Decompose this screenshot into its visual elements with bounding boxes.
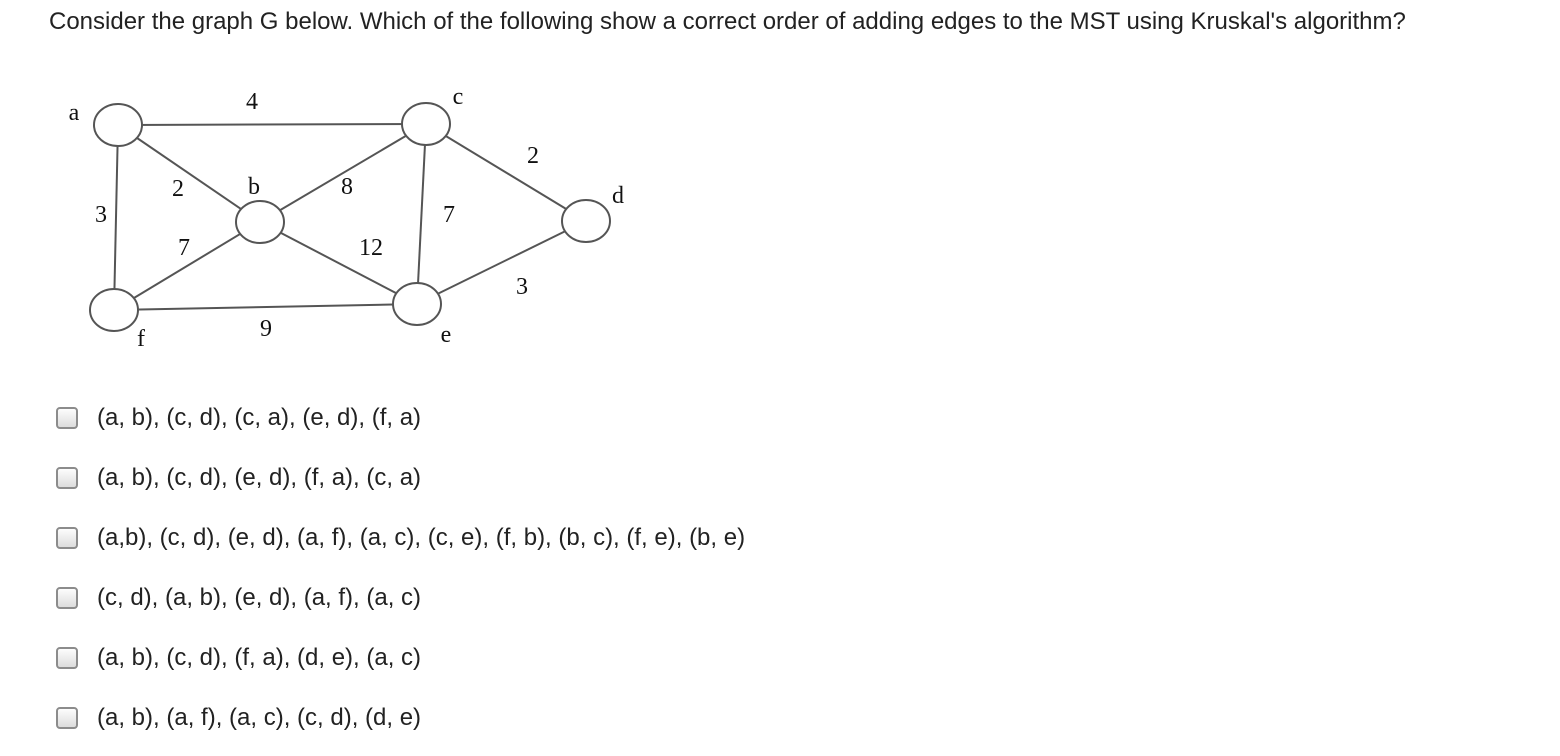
answer-option-label: (a, b), (c, d), (e, d), (f, a), (c, a) [97,464,422,491]
edge-weight-c-e: 7 [443,202,455,228]
answer-option-label: (a,b), (c, d), (e, d), (a, f), (a, c), (c, e), (f, b), (b, c), (f, e), (b, e) [97,524,746,551]
answer-option-6[interactable] [56,701,421,735]
answer-option-label: (a, b), (c, d), (f, a), (d, e), (a, c) [97,644,422,671]
edge-weight-c-d: 2 [527,143,539,169]
edge-a-b [118,125,260,222]
answer-option-3[interactable] [56,521,745,555]
answer-checkbox-1[interactable] [56,407,78,429]
answer-option-label: (a, b), (a, f), (a, c), (c, d), (d, e) [97,704,422,731]
edge-weight-b-f: 7 [178,235,190,261]
node-label-d: d [612,183,624,209]
graph-g-diagram [0,0,700,370]
answer-checkbox-4[interactable] [56,587,78,609]
edge-b-e [260,222,417,304]
node-c [402,103,450,145]
answer-option-4[interactable] [56,581,421,615]
answer-checkbox-2[interactable] [56,467,78,489]
edge-weight-b-c: 8 [341,174,353,200]
node-label-c: c [452,84,464,110]
answer-checkbox-5[interactable] [56,647,78,669]
graph-edge-weights [95,89,539,342]
node-label-e: e [440,322,452,348]
edge-a-f [114,125,118,310]
answer-option-1[interactable] [56,401,421,435]
edge-weight-a-f: 3 [95,202,107,228]
edge-c-e [417,124,426,304]
edge-e-d [417,221,586,304]
edge-weight-b-e: 12 [359,235,383,261]
answer-checkbox-6[interactable] [56,707,78,729]
edge-weight-a-b: 2 [172,176,184,202]
answer-option-2[interactable] [56,461,421,495]
node-e [393,283,441,325]
answer-option-5[interactable] [56,641,421,675]
answer-option-label: (a, b), (c, d), (c, a), (e, d), (f, a) [97,404,422,431]
answer-option-label: (c, d), (a, b), (e, d), (a, f), (a, c) [97,584,422,611]
edge-weight-f-e: 9 [260,316,272,342]
edge-weight-e-d: 3 [516,274,528,300]
graph-nodes [90,103,610,331]
node-d [562,200,610,242]
node-a [94,104,142,146]
node-label-a: a [68,100,80,126]
edge-f-e [114,304,417,310]
edge-weight-a-c: 4 [246,89,258,115]
answer-checkbox-3[interactable] [56,527,78,549]
node-b [236,201,284,243]
node-label-b: b [248,174,260,200]
question-text: Consider the graph G below. Which of the following show a correct order of adding edges to the MST using Kruskal's algorithm? [49,8,1406,35]
node-label-f: f [137,326,145,352]
edge-a-c [118,124,426,125]
node-f [90,289,138,331]
edge-b-c [260,124,426,222]
